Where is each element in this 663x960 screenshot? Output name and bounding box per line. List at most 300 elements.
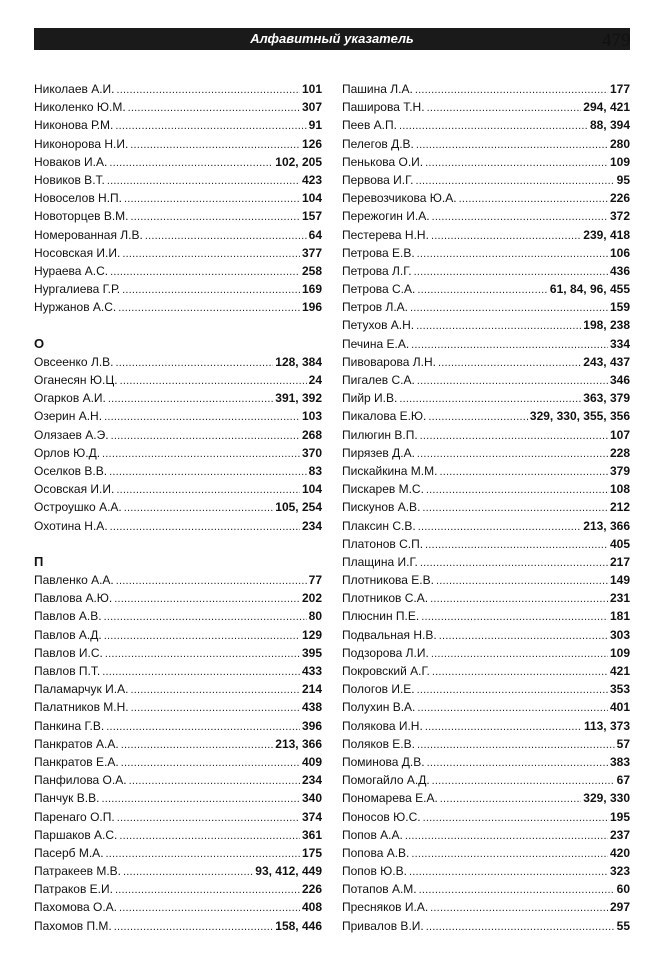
entry-pages: 105, 254 [275, 500, 322, 515]
entry-pages: 405 [609, 536, 630, 551]
entry-name: Привалов В.И. [342, 918, 424, 933]
index-entry [34, 607, 322, 625]
index-entry [34, 480, 322, 498]
index-entry [34, 98, 322, 116]
entry-name: Панфилова О.А. [34, 773, 127, 788]
dot-leader [106, 844, 300, 863]
index-entry [342, 517, 630, 535]
index-entry [342, 371, 630, 389]
entry-name: Пологов И.Е. [342, 682, 415, 697]
entry-pages: 80 [308, 609, 322, 624]
entry-pages: 213, 366 [275, 736, 322, 751]
index-entry [34, 407, 322, 425]
index-entry [342, 826, 630, 844]
dot-leader [111, 426, 300, 445]
index-entry [34, 735, 322, 753]
entry-pages: 67 [616, 773, 630, 788]
dot-leader [416, 135, 608, 154]
entry-name: Покровский А.Г. [342, 664, 430, 678]
entry-name: Платонов С.П. [342, 536, 424, 551]
entry-name: Осовская И.И. [34, 482, 115, 497]
dot-leader [117, 808, 300, 827]
entry-name: Огарков А.И. [34, 391, 106, 406]
index-entry [342, 662, 630, 680]
entry-name: Орлов Ю.Д. [34, 445, 101, 460]
entry-pages: 109 [609, 154, 630, 169]
entry-pages: 181 [609, 609, 630, 624]
entry-pages: 108 [609, 482, 630, 497]
dot-leader [431, 644, 608, 663]
index-entry [342, 171, 630, 189]
index-entry [34, 517, 322, 535]
entry-name: Полухин В.А. [342, 700, 416, 715]
dot-leader [430, 589, 608, 608]
entry-pages: 307 [301, 100, 322, 115]
entry-name: Пресняков И.А. [342, 900, 429, 915]
index-entry [342, 862, 630, 880]
dot-leader [432, 207, 608, 226]
dot-leader [426, 917, 615, 936]
dot-leader [102, 662, 300, 681]
dot-leader [417, 698, 608, 717]
entry-name: Оселков В.В. [34, 463, 108, 478]
entry-pages: 294, 421 [583, 100, 630, 115]
index-entry [342, 753, 630, 771]
index-entry [34, 844, 322, 862]
entry-name: Павлов А.Д. [34, 627, 102, 642]
dot-leader [108, 389, 273, 408]
dot-leader [427, 753, 608, 772]
entry-name: Пережогин И.А. [342, 209, 430, 224]
entry-name: Первова И.Г. [342, 172, 414, 187]
entry-pages: 239, 418 [583, 227, 630, 242]
entry-name: Олязаев А.Э. [34, 427, 109, 442]
dot-leader [106, 717, 300, 736]
index-entry [342, 917, 630, 935]
entry-name: Поминова Д.В. [342, 754, 425, 769]
index-entry [342, 680, 630, 698]
entry-name: Павленко А.А. [34, 573, 114, 588]
entry-name: Петрова Е.В. [342, 245, 415, 260]
entry-name: Петухов А.Н. [342, 318, 415, 333]
index-entry [34, 426, 322, 444]
index-entry [342, 898, 630, 916]
dot-leader [121, 753, 300, 772]
dot-leader [114, 589, 300, 608]
entry-pages: 438 [301, 700, 322, 715]
entry-name: Панкратов А.А. [34, 736, 119, 751]
entry-name: Помогайло А.Д. [342, 773, 430, 788]
index-entry [342, 116, 630, 134]
index-entry [34, 189, 322, 207]
dot-leader [428, 407, 528, 426]
entry-name: Поносов Ю.С. [342, 809, 421, 824]
entry-pages: 91 [308, 118, 322, 133]
section-gap [34, 535, 322, 553]
dot-leader [110, 517, 300, 536]
index-entry [34, 753, 322, 771]
dot-leader [116, 480, 300, 499]
entry-name: Пискарев М.С. [342, 482, 424, 497]
dot-leader [119, 826, 300, 845]
dot-leader [438, 353, 581, 372]
dot-leader [109, 462, 307, 481]
entry-pages: 379 [609, 463, 630, 478]
entry-pages: 175 [301, 845, 322, 860]
index-entry [34, 862, 322, 880]
dot-leader [145, 226, 307, 245]
dot-leader [430, 898, 608, 917]
entry-pages: 88, 394 [589, 118, 630, 133]
entry-name: Панчук В.В. [34, 791, 100, 806]
entry-pages: 243, 437 [583, 354, 630, 369]
dot-leader [130, 135, 300, 154]
section-gap [34, 316, 322, 334]
entry-name: Плаксин С.В. [342, 518, 416, 533]
dot-leader [399, 116, 588, 135]
dot-leader [130, 680, 300, 699]
header-title: Алфавитный указатель [250, 31, 414, 46]
entry-pages: 104 [301, 191, 322, 206]
index-entry [342, 498, 630, 516]
index-entry [342, 644, 630, 662]
index-entry [34, 771, 322, 789]
dot-leader [123, 862, 253, 881]
dot-leader [420, 553, 608, 572]
entry-pages: 102, 205 [275, 154, 322, 169]
entry-name: Потапов А.М. [342, 882, 417, 897]
entry-name: Попов А.А. [342, 827, 403, 842]
entry-pages: 363, 379 [583, 391, 630, 406]
page-number: 479 [602, 30, 631, 51]
entry-pages: 169 [301, 282, 322, 297]
dot-leader [439, 462, 608, 481]
entry-pages: 436 [609, 263, 630, 278]
index-entry [342, 735, 630, 753]
index-entry [342, 426, 630, 444]
entry-pages: 420 [609, 845, 630, 860]
index-entry [34, 226, 322, 244]
index-entry [342, 98, 630, 116]
entry-name: Пахомова О.А. [34, 900, 118, 915]
entry-name: Подзорова Л.И. [342, 645, 429, 660]
entry-name: Пискунов А.В. [342, 500, 421, 515]
dot-leader [107, 171, 300, 190]
index-entry [34, 589, 322, 607]
dot-leader [104, 407, 300, 426]
index-entry [34, 207, 322, 225]
entry-pages: 60 [616, 882, 630, 897]
index-entry [342, 880, 630, 898]
entry-pages: 57 [616, 736, 630, 751]
index-entry [342, 389, 630, 407]
index-entry [342, 589, 630, 607]
entry-name: Нуржанов А.С. [34, 300, 117, 315]
dot-leader [417, 371, 608, 390]
entry-pages: 157 [301, 209, 322, 224]
entry-pages: 297 [609, 900, 630, 915]
entry-name: Панкратов Е.А. [34, 754, 119, 769]
index-entry [34, 298, 322, 316]
dot-leader [411, 335, 608, 354]
entry-name: Овсеенко Л.В. [34, 354, 114, 369]
entry-name: Пийр И.В. [342, 391, 398, 406]
dot-leader [426, 480, 608, 499]
dot-leader [129, 771, 300, 790]
entry-name: Петрова С.А. [342, 282, 416, 297]
dot-leader [411, 844, 608, 863]
index-entry [34, 789, 322, 807]
entry-name: Паршаков А.С. [34, 827, 118, 842]
dot-leader [417, 244, 608, 263]
entry-pages: 196 [301, 300, 322, 315]
entry-pages: 421 [609, 664, 630, 678]
entry-name: Николенко Ю.М. [34, 100, 126, 115]
index-entry [342, 335, 630, 353]
dot-leader [109, 153, 273, 172]
index-entry [342, 135, 630, 153]
dot-leader [116, 353, 274, 372]
entry-pages: 149 [609, 573, 630, 588]
entry-name: Пашина Л.А. [342, 82, 413, 96]
index-entry [342, 353, 630, 371]
dot-leader [102, 444, 300, 463]
dot-leader [118, 298, 300, 317]
entry-pages: 24 [308, 373, 322, 387]
index-entry [342, 789, 630, 807]
entry-pages: 329, 330 [583, 791, 630, 806]
entry-pages: 280 [609, 136, 630, 151]
dot-leader [131, 698, 300, 717]
entry-name: Плотников С.А. [342, 591, 429, 606]
dot-leader [427, 98, 582, 117]
index-entry [34, 462, 322, 480]
entry-name: Нураева А.С. [34, 263, 109, 278]
entry-name: Пахомов П.М. [34, 918, 112, 933]
entry-name: Патраков Е.И. [34, 882, 113, 897]
dot-leader [417, 280, 548, 299]
entry-name: Остроушко А.А. [34, 500, 122, 515]
index-entry [342, 571, 630, 589]
entry-pages: 198, 238 [583, 318, 630, 333]
entry-name: Озерин А.Н. [34, 409, 103, 424]
index-entry [34, 116, 322, 134]
index-entry [342, 626, 630, 644]
index-entry [342, 226, 630, 244]
entry-name: Поляков Е.В. [342, 736, 415, 751]
dot-leader [417, 444, 608, 463]
entry-pages: 217 [609, 554, 630, 569]
entry-pages: 237 [609, 827, 630, 842]
dot-leader [425, 153, 608, 172]
index-entry [34, 808, 322, 826]
dot-leader [409, 862, 608, 881]
page-header [34, 28, 630, 50]
entry-pages: 159 [609, 300, 630, 315]
entry-pages: 61, 84, 96, 455 [549, 282, 630, 297]
entry-name: Панкина Г.В. [34, 718, 105, 733]
entry-pages: 361 [301, 827, 322, 842]
entry-name: Пигалев С.А. [342, 373, 415, 387]
entry-name: Петрова Л.Г. [342, 263, 412, 278]
index-entry [342, 808, 630, 826]
dot-leader [431, 226, 581, 245]
entry-name: Новоселов Н.П. [34, 191, 123, 206]
entry-pages: 103 [301, 409, 322, 424]
dot-leader [439, 626, 608, 645]
entry-pages: 395 [301, 645, 322, 660]
index-entry [342, 280, 630, 298]
dot-leader [422, 498, 608, 517]
dot-leader [432, 771, 615, 790]
entry-pages: 95 [616, 172, 630, 187]
entry-pages: 101 [301, 82, 322, 96]
index-entry [342, 462, 630, 480]
entry-pages: 214 [301, 682, 322, 697]
dot-leader [399, 389, 581, 408]
entry-name: Патракеев М.В. [34, 864, 121, 879]
entry-name: Пасерб М.А. [34, 845, 104, 860]
dot-leader [417, 735, 615, 754]
entry-pages: 268 [301, 427, 322, 442]
index-entry [34, 80, 322, 98]
index-entry [342, 553, 630, 571]
index-entry [342, 607, 630, 625]
entry-pages: 346 [609, 373, 630, 387]
index-entry [34, 244, 322, 262]
index-entry [34, 389, 322, 407]
entry-name: Паренаго О.П. [34, 809, 115, 824]
dot-leader [114, 917, 274, 936]
entry-pages: 391, 392 [275, 391, 322, 406]
index-entry [34, 171, 322, 189]
entry-pages: 158, 446 [275, 918, 322, 933]
entry-name: Полякова И.Н. [342, 718, 423, 733]
index-column-right [342, 80, 630, 935]
dot-leader [410, 298, 608, 317]
entry-pages: 107 [609, 427, 630, 442]
entry-name: Номерованная Л.В. [34, 227, 143, 242]
entry-name: Плащина И.Г. [342, 554, 418, 569]
dot-leader [421, 607, 608, 626]
entry-pages: 433 [301, 664, 322, 678]
dot-leader [116, 571, 307, 590]
entry-pages: 213, 366 [583, 518, 630, 533]
entry-pages: 202 [301, 591, 322, 606]
entry-pages: 55 [616, 918, 630, 933]
entry-pages: 423 [301, 172, 322, 187]
index-entry [34, 644, 322, 662]
dot-leader [121, 735, 274, 754]
dot-leader [425, 535, 608, 554]
dot-leader [115, 880, 300, 899]
entry-pages: 113, 373 [583, 718, 630, 733]
entry-pages: 64 [308, 227, 322, 242]
index-entry [342, 298, 630, 316]
dot-leader [124, 189, 300, 208]
dot-leader [117, 80, 300, 99]
entry-pages: 234 [301, 773, 322, 788]
index-entry [342, 698, 630, 716]
section-letter: О [34, 335, 45, 351]
entry-name: Перевозчикова Ю.А. [342, 191, 457, 206]
index-entry [34, 698, 322, 716]
entry-name: Никонова Р.М. [34, 118, 114, 133]
index-entry [342, 480, 630, 498]
index-entry [342, 407, 630, 425]
entry-name: Пеев А.П. [342, 118, 397, 133]
entry-name: Пикалова Е.Ю. [342, 409, 427, 424]
index-entry [34, 280, 322, 298]
index-entry [342, 244, 630, 262]
section-letter: П [34, 553, 44, 569]
dot-leader [110, 262, 300, 281]
entry-pages: 303 [609, 627, 630, 642]
entry-name: Новаков И.А. [34, 154, 108, 169]
entry-name: Плюснин П.Е. [342, 609, 420, 624]
dot-leader [425, 717, 582, 736]
entry-name: Пенькова О.И. [342, 154, 424, 169]
index-column-left [34, 80, 322, 935]
entry-name: Охотина Н.А. [34, 518, 108, 533]
entry-name: Новоторцев В.М. [34, 209, 129, 224]
dot-leader [415, 171, 614, 190]
index-entry [34, 717, 322, 735]
dot-leader [418, 517, 582, 536]
index-entry [342, 80, 630, 98]
entry-pages: 129 [301, 627, 322, 642]
index-entry [34, 626, 322, 644]
index-entry [34, 353, 322, 371]
entry-pages: 353 [609, 682, 630, 697]
entry-name: Пестерева Н.Н. [342, 227, 429, 242]
index-entry [342, 717, 630, 735]
index-entry [342, 316, 630, 334]
entry-name: Подвальная Н.В. [342, 627, 437, 642]
entry-pages: 228 [609, 445, 630, 460]
index-entry [342, 535, 630, 553]
entry-pages: 374 [301, 809, 322, 824]
entry-name: Попова А.В. [342, 845, 410, 860]
dot-leader [115, 116, 306, 135]
dot-leader [415, 80, 608, 99]
index-entry [342, 189, 630, 207]
entry-pages: 383 [609, 754, 630, 769]
entry-name: Паширова Т.Н. [342, 100, 425, 115]
entry-pages: 83 [308, 463, 322, 478]
entry-pages: 93, 412, 449 [255, 864, 322, 879]
entry-name: Нургалиева Г.Р. [34, 282, 121, 297]
entry-name: Павлов И.С. [34, 645, 103, 660]
entry-name: Пивоварова Л.Н. [342, 354, 436, 369]
index-entry [342, 262, 630, 280]
entry-name: Печина Е.А. [342, 336, 410, 351]
entry-pages: 234 [301, 518, 322, 533]
entry-pages: 408 [301, 900, 322, 915]
entry-pages: 231 [609, 591, 630, 606]
entry-name: Носовская И.И. [34, 245, 121, 260]
index-entry [34, 498, 322, 516]
entry-pages: 109 [609, 645, 630, 660]
entry-pages: 226 [301, 882, 322, 897]
entry-name: Павлова А.Ю. [34, 591, 113, 606]
entry-name: Пискайкина М.М. [342, 463, 438, 478]
dot-leader [419, 880, 615, 899]
entry-name: Николаев А.И. [34, 82, 115, 96]
dot-leader [101, 789, 300, 808]
entry-pages: 334 [609, 336, 630, 351]
index-entry [342, 844, 630, 862]
